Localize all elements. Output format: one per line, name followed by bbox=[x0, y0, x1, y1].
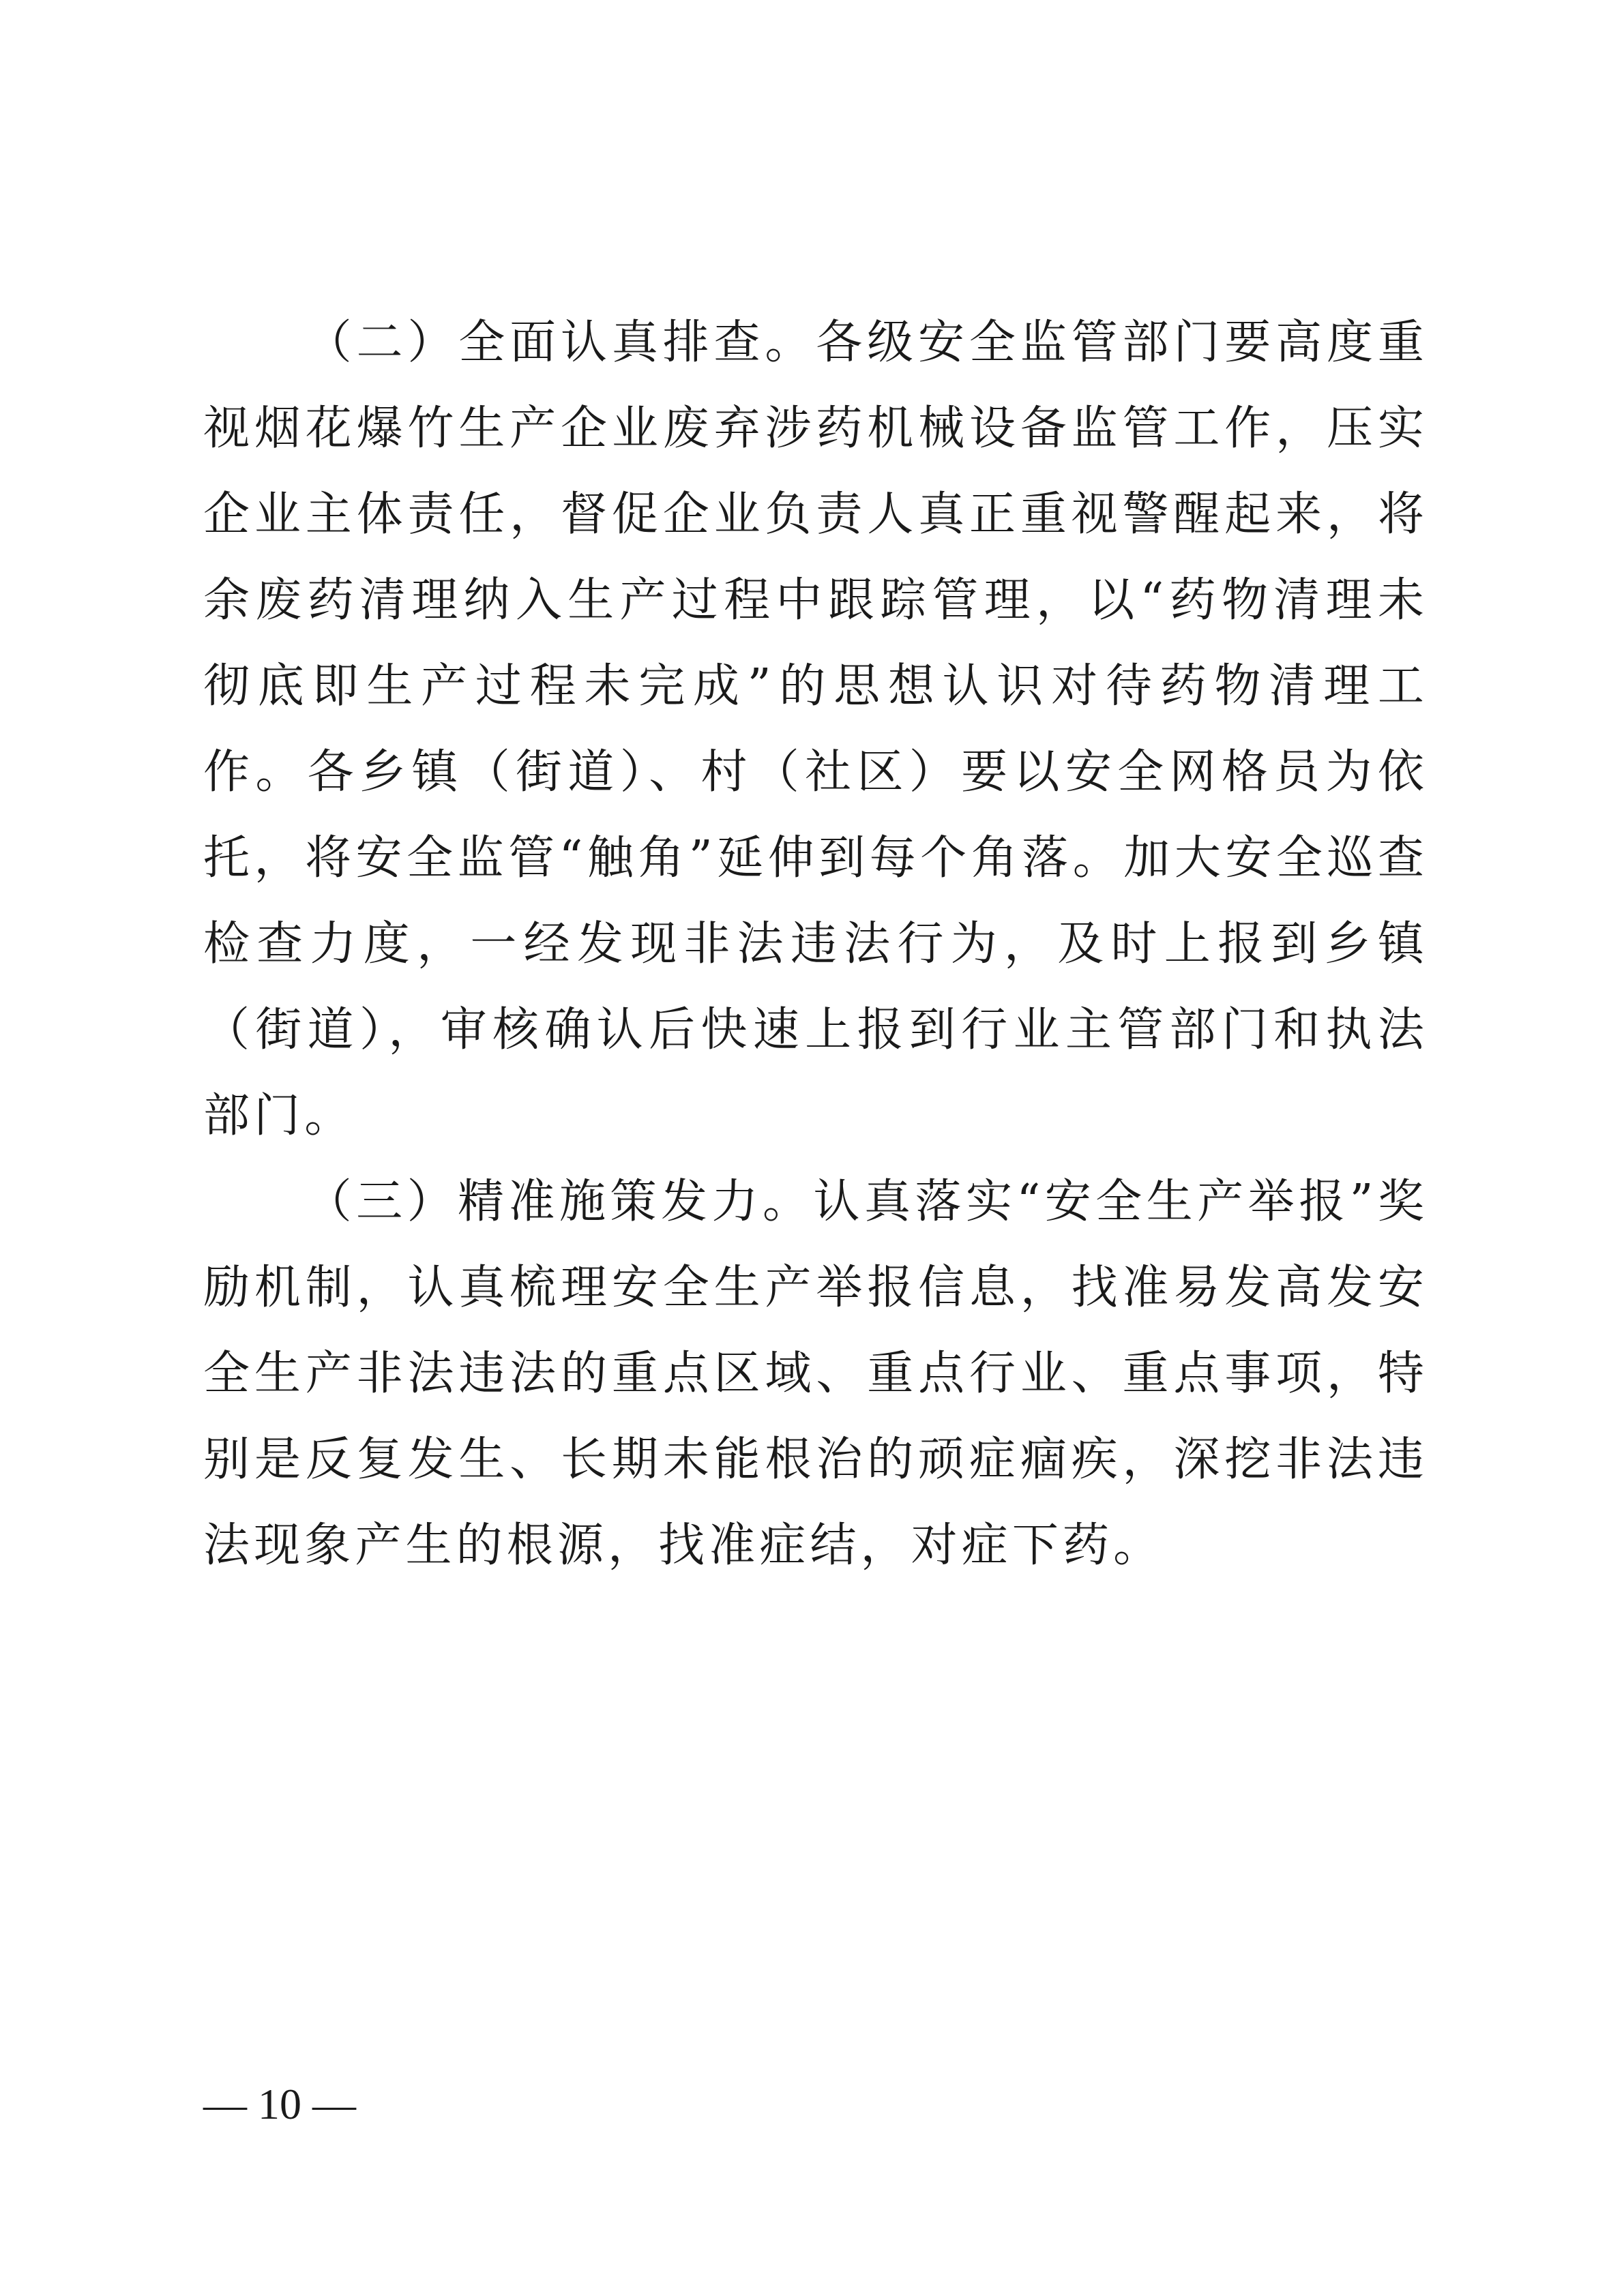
page-number: — 10 — bbox=[203, 2080, 356, 2128]
paragraph-3-targeted-measures bbox=[203, 1159, 1428, 1589]
paragraph-2-comprehensive-inspection bbox=[203, 300, 1428, 1159]
body-text bbox=[203, 300, 1428, 1589]
paragraph-body: 各级安全监管部门要高度重视烟花爆竹生产企业废弃涉药机械设备监管工作，压实企业主体责任，督促企业负责人真正重视警醒起来，将余废药清理纳入生产过程中跟踪管理，以“药物清理未彻底即生产过程未完成”的思想认识对待药物清理工作。各乡镇（街道）、村（社区）要以安全网格员为依托，将安全监管“触角”延伸到每个角落。加大安全巡查检查力度，一经发现非法违法行为，及时上报到乡镇（街道），审核确认后快速上报到行业主管部门和执法部门。 bbox=[203, 316, 1428, 1143]
paragraph-heading: （三）精准施策发力。 bbox=[305, 1175, 814, 1229]
paragraph-heading: （二）全面认真排查。 bbox=[305, 316, 816, 370]
paragraph-body: 认真落实“安全生产举报”奖励机制，认真梳理安全生产举报信息，找准易发高发安全生产非法违法的重点区域、重点行业、重点事项，特别是反复发生、长期未能根治的顽症痼疾，深挖非法违法现象产生的根源，找准症结，对症下药。 bbox=[203, 1175, 1428, 1572]
